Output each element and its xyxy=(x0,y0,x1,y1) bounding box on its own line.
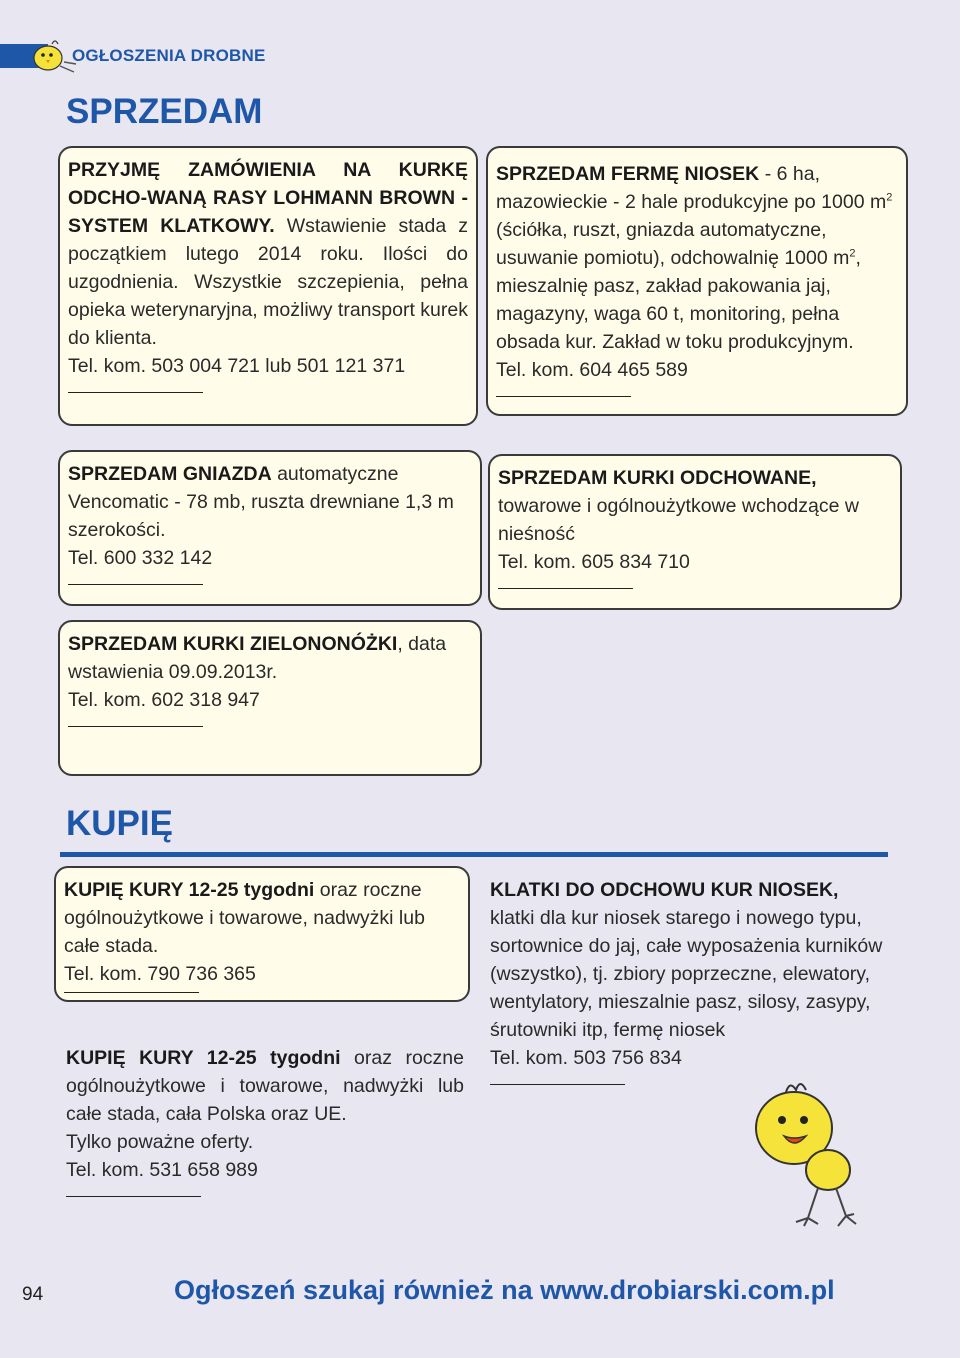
divider xyxy=(496,396,631,397)
ad-body: , data wstawienia 09.09.2013r. xyxy=(68,633,447,683)
ad-gniazda xyxy=(58,450,482,606)
divider xyxy=(68,726,203,727)
divider xyxy=(490,1084,625,1085)
page-number: 94 xyxy=(22,1284,44,1305)
ad-body: oraz roczne ogólnoużytkowe i towarowe, nadwyżki lub całe stada, cała Polska oraz UE. xyxy=(66,1047,464,1125)
section-divider xyxy=(60,852,888,857)
ad-head: KLATKI DO ODCHOWU KUR NIOSEK, xyxy=(490,879,839,901)
ad-body: , mieszalnię pasz, zakład pakowania jaj, magazyny, waga 60 t, monitoring, pełna obsada kur. Zakład w toku produkcyjnym. xyxy=(496,247,861,353)
header-title: OGŁOSZENIA DROBNE xyxy=(72,46,266,65)
ad-body: (ściółka, ruszt, gniazda automatyczne, usuwanie pomiotu), odchowalnię 1000 m xyxy=(496,219,850,269)
ad-phone: Tel. kom. 531 658 989 xyxy=(66,1159,258,1181)
chick-illustration xyxy=(742,1078,872,1228)
divider xyxy=(64,992,199,993)
ad-ferma-niosek xyxy=(486,146,908,416)
divider xyxy=(68,584,203,585)
ad-klatki xyxy=(482,868,902,1093)
ad-body: oraz roczne ogólnoużytkowe i towarowe, nadwyżki lub całe stada. xyxy=(64,879,425,957)
ad-phone: Tel. kom. 503 004 721 lub 501 121 371 xyxy=(68,355,406,377)
divider xyxy=(68,392,203,393)
ad-body: klatki dla kur niosek starego i nowego typu, sortownice do jaj, całe wyposażenia kurników (wszystko), tj. zbiory poprzeczne, elewatory, wentylatory, mieszalnie pasz, silosy, zasypy, śrutowniki itp, fermę niosek xyxy=(490,907,883,1041)
ad-body: Wstawienie stada z początkiem lutego 2014 roku. Ilości do uzgodnienia. Wszystkie szczepienia, pełna opieka weterynaryjna, możliwy transport kurek do klienta. xyxy=(68,215,468,349)
ad-body: automatyczne Vencomatic - 78 mb, ruszta drewniane 1,3 m szerokości. xyxy=(68,463,454,541)
ad-phone: Tel. kom. 605 834 710 xyxy=(498,551,690,573)
ad-head: SPRZEDAM GNIAZDA xyxy=(68,463,272,485)
ad-kurki-odchowane xyxy=(488,454,902,610)
ad-kurki-zielononozki xyxy=(58,620,482,776)
ad-body: towarowe i ogólnoużytkowe wchodzące w nieśność xyxy=(498,495,859,545)
ad-phone: Tel. kom. 790 736 365 xyxy=(64,963,256,985)
footer-website-link[interactable]: Ogłoszeń szukaj również na www.drobiarski.com.pl xyxy=(174,1275,835,1305)
chick-icon xyxy=(22,36,78,76)
ad-head: SPRZEDAM KURKI ODCHOWANE, xyxy=(498,467,817,489)
ad-body: - 6 ha, mazowieckie - 2 hale produkcyjne po 1000 m xyxy=(496,163,887,213)
ad-kupie-kury-2 xyxy=(58,1036,472,1205)
ad-body-extra: Tylko poważne oferty. xyxy=(66,1131,254,1153)
divider xyxy=(66,1196,201,1197)
ad-kupie-kury-1 xyxy=(54,866,470,1002)
ad-head: KUPIĘ KURY 12-25 tygodni xyxy=(66,1047,341,1069)
superscript: 2 xyxy=(886,191,893,204)
divider xyxy=(498,588,633,589)
ad-head: PRZYJMĘ ZAMÓWIENIA NA KURKĘ ODCHO-WANĄ RASY LOHMANN BROWN - SYSTEM KLATKOWY. xyxy=(68,159,468,237)
ad-head: KUPIĘ KURY 12-25 tygodni xyxy=(64,879,315,901)
ad-phone: Tel. kom. 604 465 589 xyxy=(496,359,688,381)
ad-phone: Tel. kom. 602 318 947 xyxy=(68,689,260,711)
ad-phone: Tel. kom. 503 756 834 xyxy=(490,1047,682,1069)
section-title-buy: KUPIĘ xyxy=(66,804,173,843)
ad-head: SPRZEDAM KURKI ZIELONONÓŻKI xyxy=(68,633,398,655)
ad-head: SPRZEDAM FERMĘ NIOSEK xyxy=(496,163,760,185)
ad-kurki-lohmann xyxy=(58,146,478,426)
section-title-sell: SPRZEDAM xyxy=(66,92,263,131)
ad-phone: Tel. 600 332 142 xyxy=(68,547,213,569)
superscript: 2 xyxy=(849,247,856,260)
